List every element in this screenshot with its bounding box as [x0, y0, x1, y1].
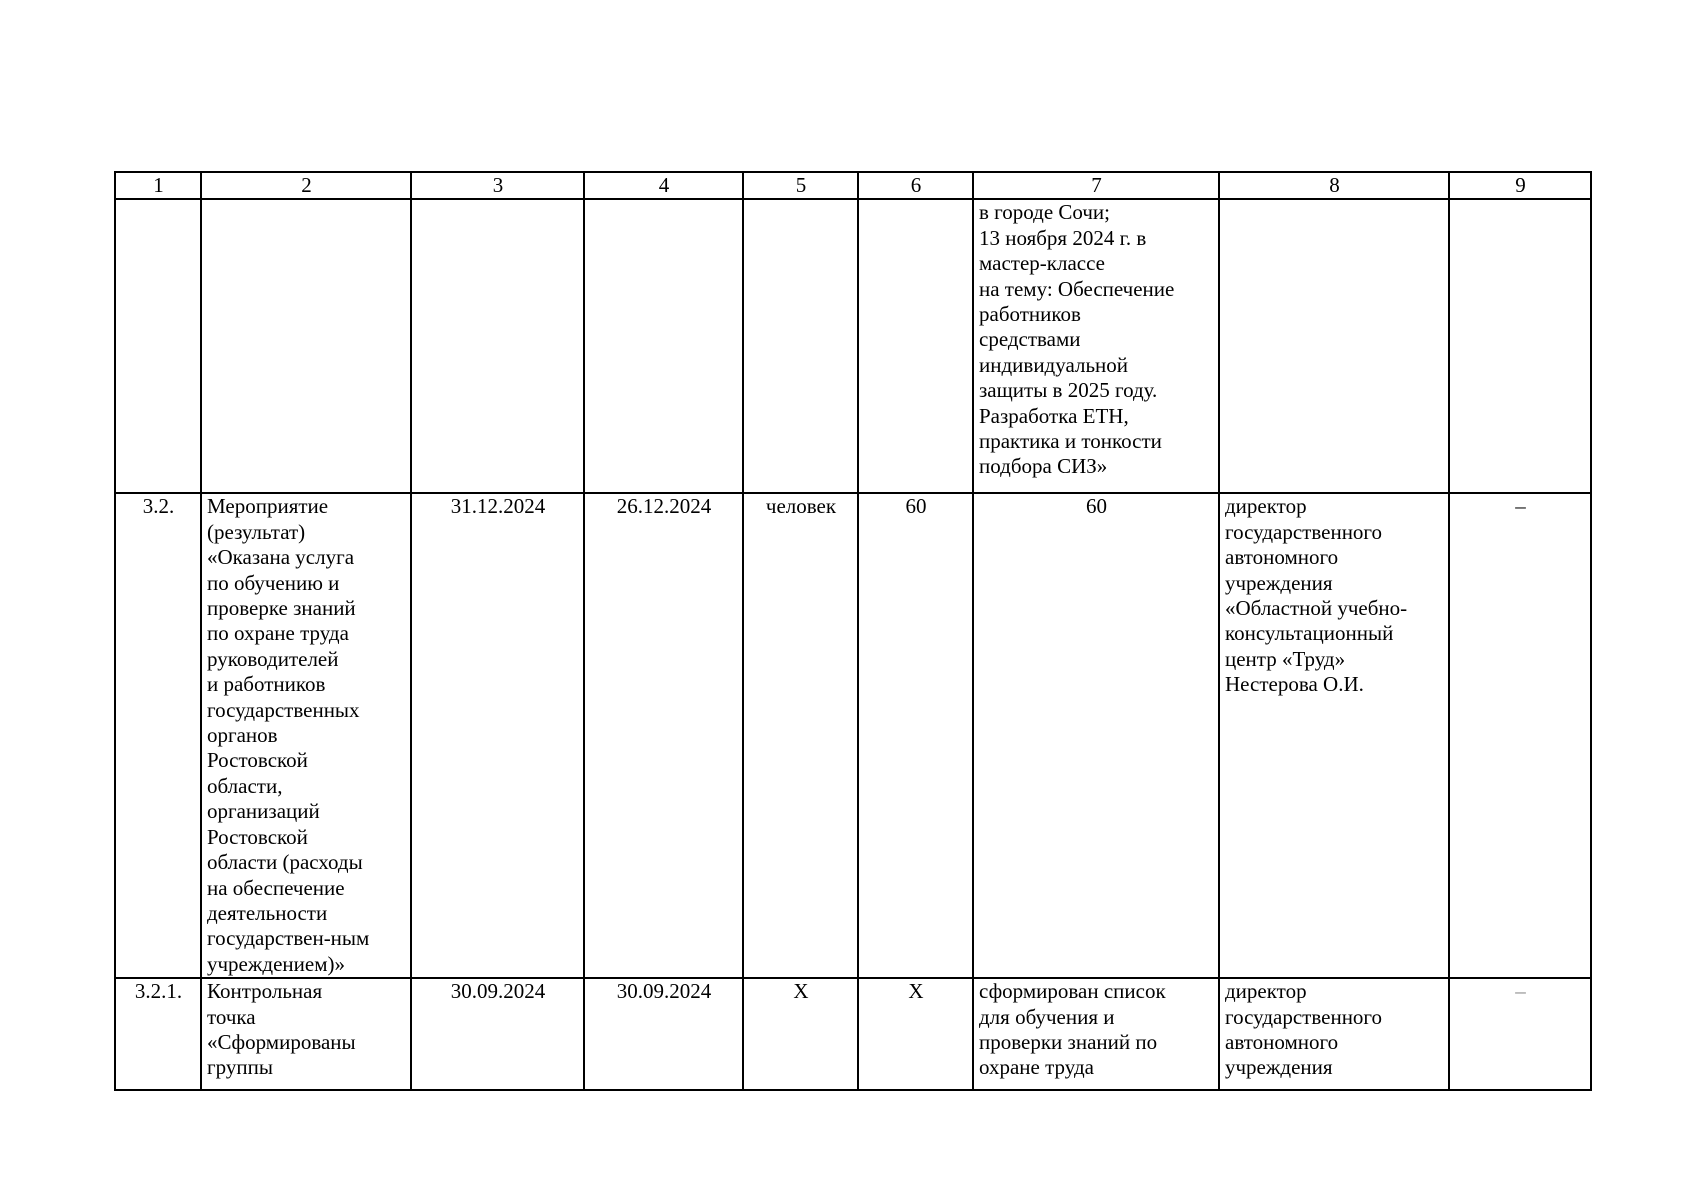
- event-name-cell: Контрольная точка «Сформированы группы: [201, 978, 411, 1090]
- column-number-cell: 1: [115, 172, 201, 199]
- table-row: [115, 978, 1591, 1090]
- column-number-cell: 4: [584, 172, 743, 199]
- report-table: [114, 171, 1592, 1091]
- table-row: [115, 493, 1591, 978]
- result-cell: 60: [973, 493, 1219, 978]
- column-number-cell: 2: [201, 172, 411, 199]
- event-name-cell: Мероприятие (результат) «Оказана услуга по обучению и проверке знаний по охране труда руководителей и работников государственных органов Ростовской области, организаций Ростовской области (расходы на обеспечение деятельности государствен-ным учреждением)»: [201, 493, 411, 978]
- column-number-cell: 7: [973, 172, 1219, 199]
- actual-date-cell: 26.12.2024: [584, 493, 743, 978]
- result-cell: в городе Сочи; 13 ноября 2024 г. в мастер-классе на тему: Обеспечение работников средствами индивидуальной защиты в 2025 году. Разработка ЕТН, практика и тонкости подбора СИЗ»: [973, 199, 1219, 493]
- row-number-cell: [115, 199, 201, 493]
- responsible-cell: директор государственного автономного учреждения «Областной учебно- консультационный центр «Труд» Нестерова О.И.: [1219, 493, 1449, 978]
- plan-date-cell: 31.12.2024: [411, 493, 584, 978]
- responsible-cell: [1219, 199, 1449, 493]
- plan-date-cell: [411, 199, 584, 493]
- result-cell: сформирован список для обучения и проверки знаний по охране труда: [973, 978, 1219, 1090]
- actual-date-cell: 30.09.2024: [584, 978, 743, 1090]
- column-number-cell: 5: [743, 172, 858, 199]
- column-number-cell: 3: [411, 172, 584, 199]
- note-cell: [1449, 199, 1591, 493]
- responsible-cell: директор государственного автономного учреждения: [1219, 978, 1449, 1090]
- note-cell: –: [1449, 978, 1591, 1090]
- actual-date-cell: [584, 199, 743, 493]
- row-number-cell: 3.2.: [115, 493, 201, 978]
- plan-value-cell: Х: [858, 978, 973, 1090]
- column-number-cell: 6: [858, 172, 973, 199]
- unit-cell: [743, 199, 858, 493]
- unit-cell: Х: [743, 978, 858, 1090]
- plan-date-cell: 30.09.2024: [411, 978, 584, 1090]
- column-number-row: [115, 172, 1591, 199]
- column-number-cell: 9: [1449, 172, 1591, 199]
- note-cell: –: [1449, 493, 1591, 978]
- event-name-cell: [201, 199, 411, 493]
- unit-cell: человек: [743, 493, 858, 978]
- plan-value-cell: [858, 199, 973, 493]
- column-number-cell: 8: [1219, 172, 1449, 199]
- table-row: [115, 199, 1591, 493]
- row-number-cell: 3.2.1.: [115, 978, 201, 1090]
- plan-value-cell: 60: [858, 493, 973, 978]
